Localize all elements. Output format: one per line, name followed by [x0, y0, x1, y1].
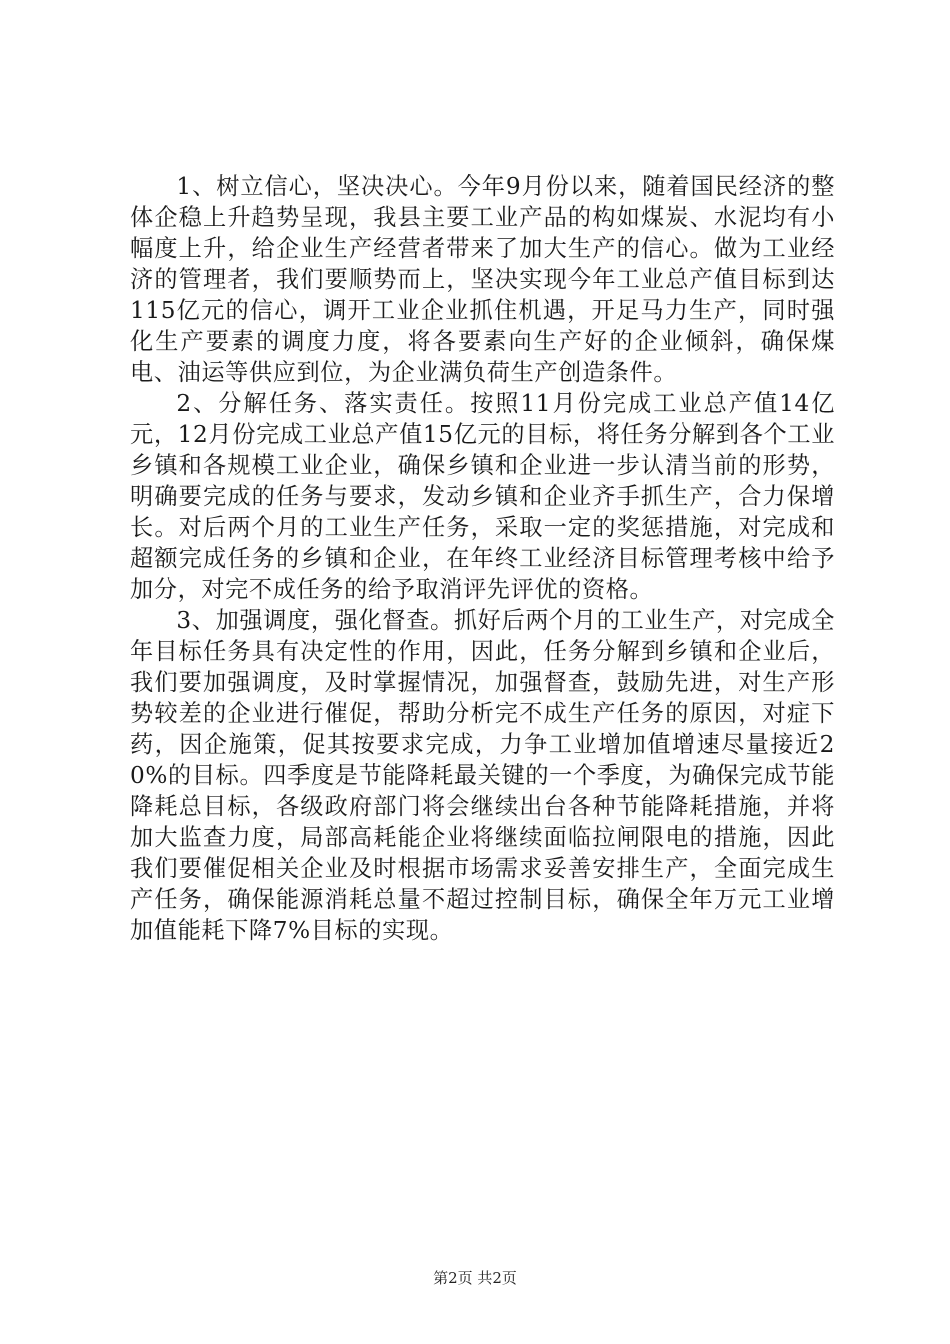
paragraph-task-decomposition: 2、分解任务、落实责任。按照11月份完成工业总产值14亿元，12月份完成工业总产值15亿元的目标，将任务分解到各个工业乡镇和各规模工业企业，确保乡镇和企业进一步认清当前的形势，明确要完成的任务与要求，发动乡镇和企业齐手抓生产，合力保增长。对后两个月的工业生产任务，采取一定的奖惩措施，对完成和超额完成任务的乡镇和企业，在年终工业经济目标管理考核中给予加分，对完不成任务的给予取消评先评优的资格。 [130, 390, 835, 603]
page-number: 第2页 共2页 [433, 1269, 517, 1287]
document-body [130, 171, 835, 946]
paragraph-confidence: 1、树立信心，坚决决心。今年9月份以来，随着国民经济的整体企稳上升趋势呈现，我县主要工业产品的构如煤炭、水泥均有小幅度上升，给企业生产经营者带来了加大生产的信心。做为工业经济的管理者，我们要顺势而上，坚决实现今年工业总产值目标到达115亿元的信心，调开工业企业抓住机遇，开足马力生产，同时强化生产要素的调度力度，将各要素向生产好的企业倾斜，确保煤电、油运等供应到位，为企业满负荷生产创造条件。 [130, 173, 835, 386]
paragraph-scheduling-supervision: 3、加强调度，强化督查。抓好后两个月的工业生产，对完成全年目标任务具有决定性的作用，因此，任务分解到乡镇和企业后，我们要加强调度，及时掌握情况，加强督查，鼓励先进，对生产形势较差的企业进行催促，帮助分析完不成生产任务的原因，对症下药，因企施策，促其按要求完成，力争工业增加值增速尽量接近20%的目标。四季度是节能降耗最关键的一个季度，为确保完成节能降耗总目标，各级政府部门将会继续出台各种节能降耗措施，并将加大监查力度，局部高耗能企业将继续面临拉闸限电的措施，因此我们要催促相关企业及时根据市场需求妥善安排生产，全面完成生产任务，确保能源消耗总量不超过控制目标，确保全年万元工业增加值能耗下降7%目标的实现。 [130, 607, 835, 944]
